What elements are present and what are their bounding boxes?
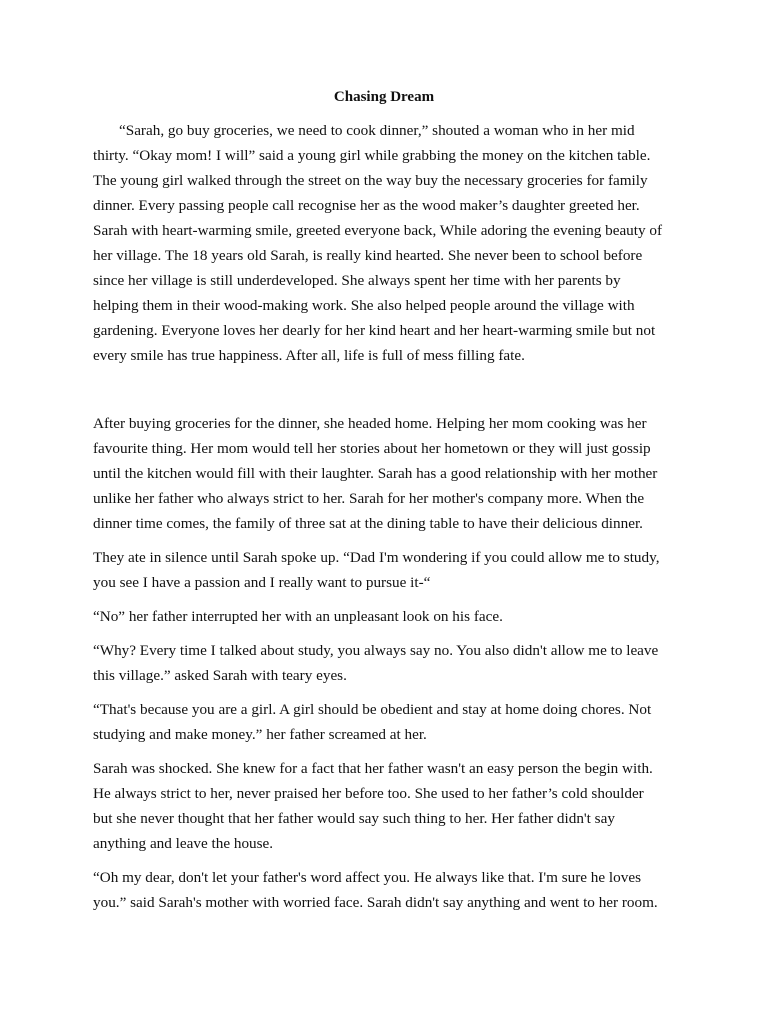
paragraph-3-line: you see I have a passion and I really want to pursue it-“ [93, 574, 431, 591]
paragraph-2-line: After buying groceries for the dinner, she headed home. Helping her mom cooking was her [93, 415, 647, 432]
paragraph-6 [93, 697, 683, 747]
paragraph-2-line: favourite thing. Her mom would tell her stories about her hometown or they will just gossip [93, 440, 651, 457]
document-title: Chasing Dream [333, 89, 435, 105]
paragraph-7-line: anything and leave the house. [93, 835, 274, 852]
paragraph-2-line: until the kitchen would fill with their laughter. Sarah has a good relationship with her mother [93, 465, 658, 482]
paragraph-7-line: but she never thought that her father would say such thing to her. Her father didn't say [93, 810, 615, 827]
document-body-part-1 [93, 118, 683, 377]
paragraph-8 [93, 865, 683, 915]
paragraph-5-line: this village.” asked Sarah with teary eyes. [93, 667, 347, 684]
paragraph-1-line: dinner. Every passing people call recognise her as the wood maker’s daughter greeted her. [93, 197, 640, 214]
paragraph-1-line: every smile has true happiness. After all, life is full of mess filling fate. [93, 347, 525, 364]
paragraph-1-line: helping them in their wood-making work. She also helped people around the village with [93, 297, 635, 314]
paragraph-1-line: her village. The 18 years old Sarah, is really kind hearted. She never been to school before [93, 247, 643, 264]
paragraph-1 [93, 118, 683, 368]
paragraph-1-line: thirty. “Okay mom! I will” said a young girl while grabbing the money on the kitchen table. [93, 147, 651, 164]
paragraph-1-line: “Sarah, go buy groceries, we need to cook dinner,” shouted a woman who in her mid [119, 122, 635, 139]
paragraph-1-line: since her village is still underdeveloped. She always spent her time with her parents by [93, 272, 621, 289]
paragraph-5-line: “Why? Every time I talked about study, you always say no. You also didn't allow me to leave [93, 642, 659, 659]
paragraph-2 [93, 411, 683, 536]
paragraph-6-line: studying and make money.” her father screamed at her. [93, 726, 427, 743]
paragraph-4 [93, 604, 683, 629]
paragraph-1-line: Sarah with heart-warming smile, greeted everyone back, While adoring the evening beauty of [93, 222, 663, 239]
paragraph-3-line: They ate in silence until Sarah spoke up. “Dad I'm wondering if you could allow me to study, [93, 549, 660, 566]
paragraph-4-line: “No” her father interrupted her with an unpleasant look on his face. [93, 608, 503, 625]
paragraph-2-line: unlike her father who always strict to her. Sarah for her mother's company more. When the [93, 490, 645, 507]
paragraph-6-line: “That's because you are a girl. A girl should be obedient and stay at home doing chores. Not [93, 701, 652, 718]
paragraph-1-line: The young girl walked through the street on the way buy the necessary groceries for family [93, 172, 648, 189]
document-body-part-2 [93, 411, 683, 924]
paragraph-8-line: “Oh my dear, don't let your father's word affect you. He always like that. I'm sure he loves [93, 869, 641, 886]
paragraph-7-line: He always strict to her, never praised her before too. She used to her father’s cold shoulder [93, 785, 644, 802]
paragraph-8-line: you.” said Sarah's mother with worried face. Sarah didn't say anything and went to her room. [93, 894, 658, 911]
paragraph-7-line: Sarah was shocked. She knew for a fact that her father wasn't an easy person the begin with. [93, 760, 653, 777]
paragraph-7 [93, 756, 683, 856]
paragraph-5 [93, 638, 683, 688]
paragraph-2-line: dinner time comes, the family of three sat at the dining table to have their delicious dinner. [93, 515, 643, 532]
paragraph-1-line: gardening. Everyone loves her dearly for her kind heart and her heart-warming smile but not [93, 322, 656, 339]
paragraph-3 [93, 545, 683, 595]
